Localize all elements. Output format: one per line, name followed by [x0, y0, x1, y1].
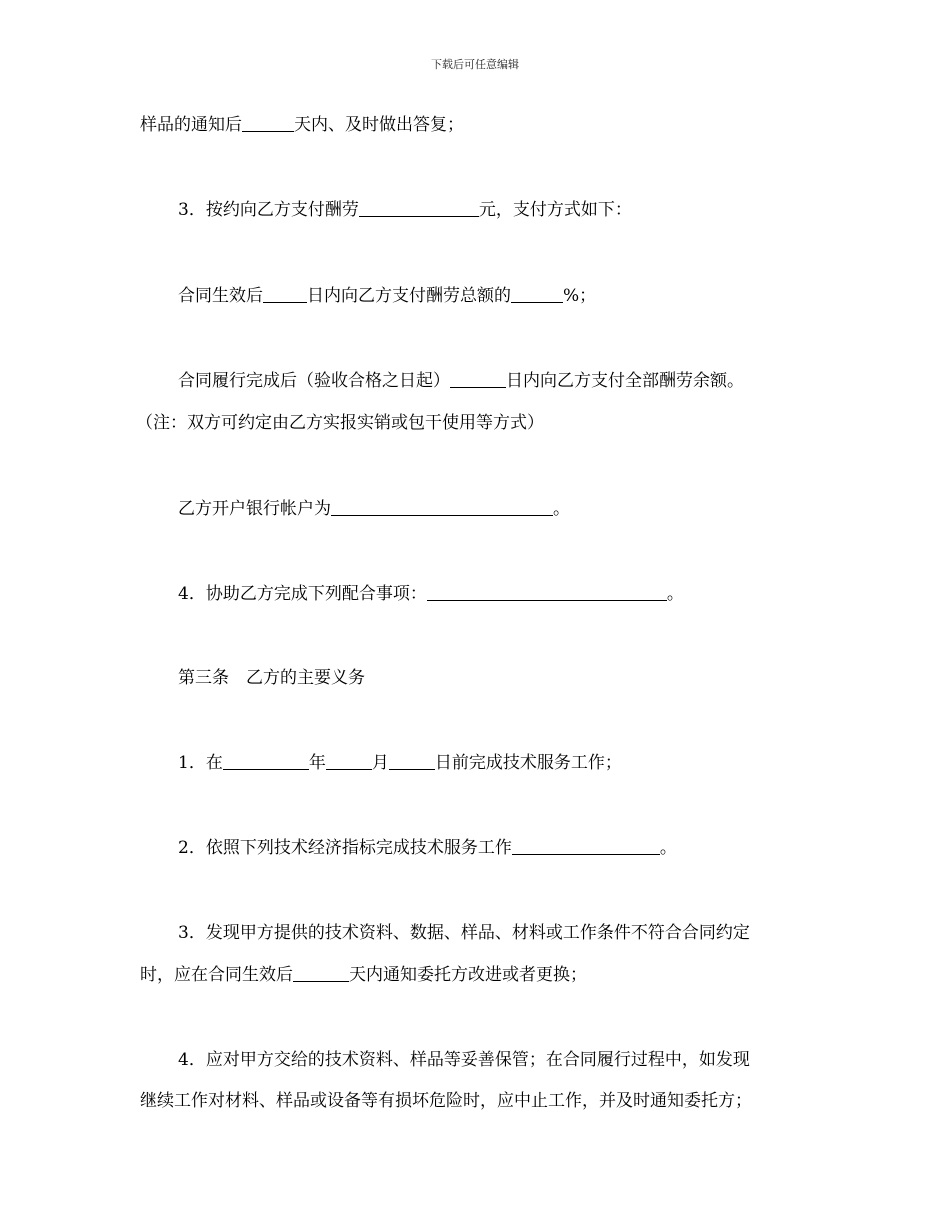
- fill-blank[interactable]: [326, 751, 372, 770]
- text: 天内、及时做出答复；: [294, 115, 464, 135]
- text: 。: [659, 838, 677, 858]
- article-heading: 第三条 乙方的主要义务: [178, 668, 365, 688]
- page-header: 下载后可任意编辑: [431, 58, 519, 71]
- text: %；: [563, 286, 597, 306]
- fill-blank[interactable]: [511, 284, 563, 303]
- text: 。: [666, 584, 684, 604]
- text: 样品的通知后: [140, 115, 242, 135]
- text: 3．按约向乙方支付酬劳: [178, 200, 359, 220]
- paragraph-cooperation: [178, 582, 858, 606]
- paragraph-note: （注：双方可约定由乙方实报实销或包干使用等方式）: [136, 413, 544, 433]
- text: 月: [371, 753, 389, 773]
- paragraph-reply-notice: [140, 113, 820, 137]
- text: 1．在: [178, 753, 223, 773]
- paragraph-payment: [178, 198, 858, 222]
- fill-blank[interactable]: [512, 836, 660, 855]
- text: 。: [553, 499, 570, 519]
- fill-blank[interactable]: [427, 582, 667, 601]
- paragraph-deadline: [178, 751, 858, 775]
- text: 2．依照下列技术经济指标完成技术服务工作: [178, 838, 512, 858]
- fill-blank[interactable]: [223, 751, 309, 770]
- text: 合同生效后: [178, 286, 263, 306]
- paragraph-indicators: [178, 836, 858, 860]
- fill-blank[interactable]: [359, 198, 479, 217]
- paragraph-bank-account: [178, 497, 858, 521]
- text: 年: [308, 753, 326, 773]
- text: 时，应在合同生效后: [140, 965, 293, 985]
- fill-blank[interactable]: [242, 113, 294, 132]
- text: 合同履行完成后（验收合格之日起）: [178, 371, 450, 391]
- paragraph-balance-payment: [178, 369, 858, 393]
- text: 乙方开户银行帐户为: [178, 499, 331, 519]
- fill-blank[interactable]: [293, 963, 349, 982]
- text: 天内通知委托方改进或者更换；: [349, 965, 587, 985]
- paragraph-safekeeping-cont: 继续工作对材料、样品或设备等有损坏危险时，应中止工作，并及时通知委托方；: [140, 1091, 752, 1111]
- text: 日内向乙方支付酬劳总额的: [307, 286, 511, 306]
- text: 日前完成技术服务工作；: [434, 753, 622, 773]
- fill-blank[interactable]: [263, 284, 307, 303]
- text: 4．协助乙方完成下列配合事项：: [178, 584, 427, 604]
- fill-blank[interactable]: [389, 751, 435, 770]
- fill-blank[interactable]: [331, 497, 553, 516]
- paragraph-material-issue: 3．发现甲方提供的技术资料、数据、样品、材料或工作条件不符合合同约定: [178, 923, 750, 943]
- paragraph-material-issue-cont: [140, 963, 820, 987]
- fill-blank[interactable]: [450, 369, 506, 388]
- paragraph-safekeeping: 4．应对甲方交给的技术资料、样品等妥善保管；在合同履行过程中，如发现: [178, 1050, 750, 1070]
- text: 日内向乙方支付全部酬劳余额。: [506, 371, 744, 391]
- text: 元，支付方式如下：: [478, 200, 632, 220]
- paragraph-first-payment: [178, 284, 858, 308]
